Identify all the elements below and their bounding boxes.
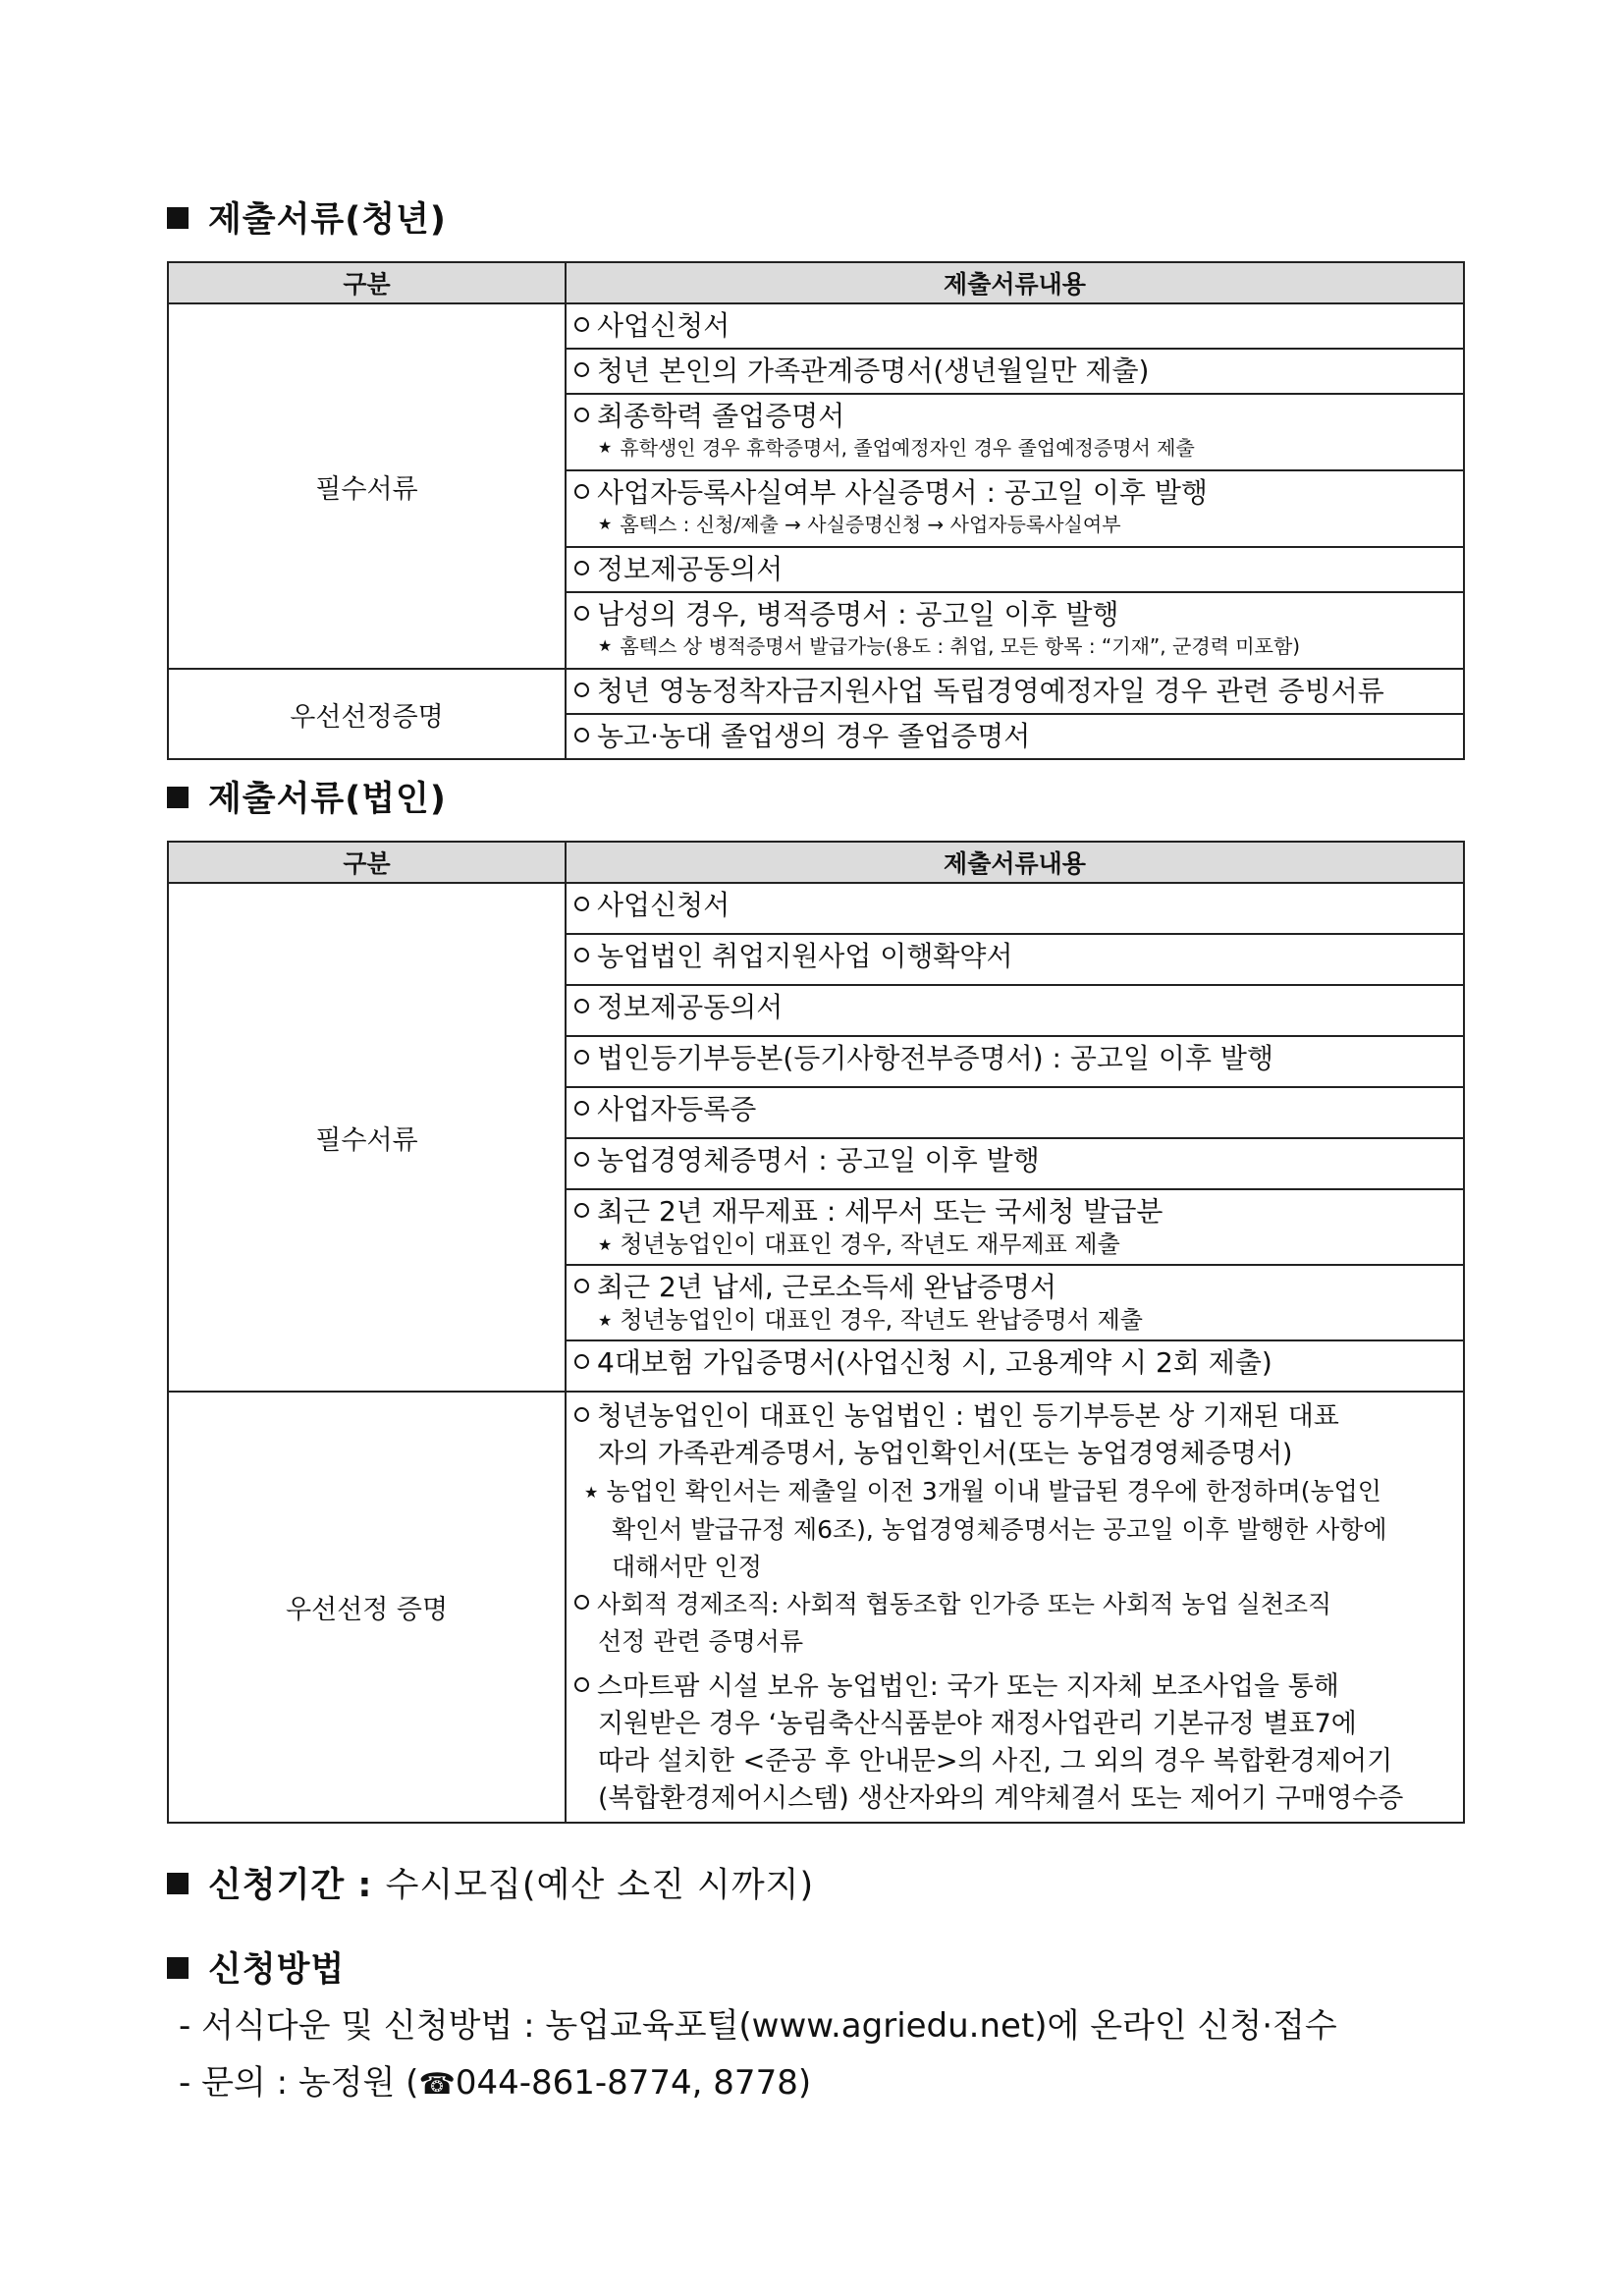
item-text: 사업자등록사실여부 사실증명서 : 공고일 이후 발행 (597, 476, 1208, 509)
list-item (566, 547, 1464, 592)
category-priority: 우선선정 증명 (168, 1392, 566, 1823)
square-bullet-icon (167, 1873, 189, 1894)
list-item (566, 394, 1464, 470)
item-text-continued: 지원받은 경우 ‘농림축산식품분야 재정사업관리 기본규정 별표7에 (598, 1709, 1357, 1739)
item-text: 최종학력 졸업증명서 (597, 400, 845, 432)
application-period (167, 1858, 814, 1907)
table-row (168, 669, 1464, 714)
youth-documents-table (167, 261, 1465, 760)
section-heading-corp (167, 772, 447, 821)
circle-bullet-icon (574, 683, 589, 697)
list-item (574, 1586, 1457, 1623)
circle-bullet-icon (574, 728, 589, 742)
circle-bullet-icon (574, 948, 589, 962)
list-item (566, 1265, 1464, 1340)
circle-bullet-icon (574, 1279, 589, 1293)
list-item (566, 1189, 1464, 1265)
item-note (574, 1230, 1457, 1260)
category-priority: 우선선정증명 (168, 669, 566, 759)
item-text: 최근 2년 납세, 근로소득세 완납증명서 (597, 1271, 1057, 1303)
list-item (566, 303, 1464, 349)
list-item (566, 349, 1464, 394)
item-text: 최근 2년 재무제표 : 세무서 또는 국세청 발급분 (597, 1195, 1163, 1228)
item-note (574, 434, 1457, 462)
list-item (566, 714, 1464, 759)
item-text: 청년 영농정착자금지원사업 독립경영예정자일 경우 관련 증빙서류 (597, 675, 1384, 707)
list-item (566, 1036, 1464, 1087)
item-text: 4대보험 가입증명서(사업신청 시, 고용계약 시 2회 제출) (597, 1346, 1272, 1379)
circle-bullet-icon (574, 1595, 589, 1610)
circle-bullet-icon (574, 1354, 589, 1369)
list-item (566, 470, 1464, 547)
note-text-continued: 확인서 발급규정 제6조), 농업경영체증명서는 공고일 이후 발행한 사항에 (612, 1515, 1387, 1544)
priority-list (566, 1392, 1464, 1823)
method-line-contact (179, 2055, 811, 2104)
asterisk-icon: ★ (598, 1235, 613, 1254)
square-bullet-icon (167, 1957, 189, 1979)
list-item (566, 592, 1464, 669)
contact-phone: 044-861-8774, 8778) (455, 2063, 812, 2103)
list-item (566, 1087, 1464, 1138)
item-text: 사업신청서 (597, 889, 730, 921)
contact-prefix: - 문의 : 농정원 ( (179, 2063, 419, 2103)
category-required: 필수서류 (168, 303, 566, 669)
square-bullet-icon (167, 207, 189, 229)
table-row (168, 883, 1464, 934)
note-text-continued: 대해서만 인정 (612, 1553, 762, 1581)
header-contents: 제출서류내용 (566, 842, 1464, 883)
square-bullet-icon (167, 787, 189, 808)
circle-bullet-icon (574, 1101, 589, 1116)
section-title: 제출서류(청년) (208, 200, 447, 240)
circle-bullet-icon (574, 408, 589, 422)
item-text: 사업자등록증 (597, 1093, 757, 1125)
asterisk-icon: ★ (598, 438, 613, 457)
list-item (566, 1340, 1464, 1392)
item-note (574, 1305, 1457, 1336)
list-item (566, 883, 1464, 934)
item-text-continued: 따라 설치한 <준공 후 안내문>의 사진, 그 외의 경우 복합환경제어기 (598, 1746, 1393, 1777)
item-text: 청년농업인이 대표인 농업법인 : 법인 등기부등본 상 기재된 대표 (597, 1401, 1339, 1432)
circle-bullet-icon (574, 362, 589, 377)
list-item (574, 1398, 1457, 1436)
list-item (566, 669, 1464, 714)
item-text: 사업신청서 (597, 309, 730, 342)
table-row (168, 1392, 1464, 1823)
item-text-continued: 자의 가족관계증명서, 농업인확인서(또는 농업경영체증명서) (598, 1439, 1293, 1469)
item-text: 청년 본인의 가족관계증명서(생년월일만 제출) (597, 355, 1150, 387)
item-text: 정보제공동의서 (597, 553, 784, 585)
method-line-portal: - 서식다운 및 신청방법 : 농업교육포털(www.agriedu.net)에 온라인 신청·접수 (179, 2006, 1337, 2046)
note-text: 휴학생인 경우 휴학증명서, 졸업예정자인 경우 졸업예정증명서 제출 (620, 436, 1195, 460)
table-header-row (168, 842, 1464, 883)
header-category: 구분 (168, 842, 566, 883)
item-text: 농고·농대 졸업생의 경우 졸업증명서 (597, 720, 1031, 752)
period-label: 신청기간 : (208, 1866, 373, 1905)
circle-bullet-icon (574, 1677, 589, 1692)
circle-bullet-icon (574, 999, 589, 1013)
note-text: 농업인 확인서는 제출일 이전 3개월 이내 발급된 경우에 한정하며(농업인 (606, 1477, 1381, 1505)
circle-bullet-icon (574, 1407, 589, 1422)
corp-documents-table (167, 841, 1465, 1824)
note-text: 청년농업인이 대표인 경우, 작년도 완납증명서 제출 (620, 1306, 1143, 1334)
note-text: 홈텍스 : 신청/제출 → 사실증명신청 → 사업자등록사실여부 (620, 513, 1121, 536)
note-text: 홈텍스 상 병적증명서 발급가능(용도 : 취업, 모든 항목 : “기재”, 군경력 미포함) (620, 634, 1301, 658)
table-row (168, 303, 1464, 349)
circle-bullet-icon (574, 484, 589, 499)
item-text: 농업경영체증명서 : 공고일 이후 발행 (597, 1144, 1040, 1176)
asterisk-icon: ★ (584, 1483, 599, 1502)
list-item (574, 1668, 1457, 1706)
circle-bullet-icon (574, 561, 589, 575)
list-item (566, 985, 1464, 1036)
asterisk-icon: ★ (598, 1311, 613, 1330)
method-title: 신청방법 (208, 1950, 346, 1990)
item-text: 스마트팜 시설 보유 농업법인: 국가 또는 지자체 보조사업을 통해 (597, 1671, 1339, 1702)
phone-icon: ☎ (418, 2067, 456, 2102)
circle-bullet-icon (574, 897, 589, 911)
circle-bullet-icon (574, 1152, 589, 1167)
item-text-continued: 선정 관련 증명서류 (598, 1627, 804, 1656)
item-text: 정보제공동의서 (597, 991, 784, 1023)
list-item (566, 1138, 1464, 1189)
section-heading-youth (167, 192, 447, 242)
item-text: 법인등기부등본(등기사항전부증명서) : 공고일 이후 발행 (597, 1042, 1273, 1074)
note-text: 청년농업인이 대표인 경우, 작년도 재무제표 제출 (620, 1230, 1120, 1258)
category-required: 필수서류 (168, 883, 566, 1392)
application-method-heading (167, 1942, 345, 1992)
section-title: 제출서류(법인) (208, 780, 447, 819)
circle-bullet-icon (574, 1203, 589, 1218)
header-contents: 제출서류내용 (566, 262, 1464, 303)
header-category: 구분 (168, 262, 566, 303)
period-value: 수시모집(예산 소진 시까지) (385, 1866, 815, 1905)
asterisk-icon: ★ (598, 515, 613, 533)
item-text: 남성의 경우, 병적증명서 : 공고일 이후 발행 (597, 598, 1119, 630)
item-note (574, 1473, 1457, 1511)
item-text: 사회적 경제조직: 사회적 협동조합 인가증 또는 사회적 농업 실천조직 (597, 1590, 1332, 1618)
circle-bullet-icon (574, 606, 589, 621)
asterisk-icon: ★ (598, 636, 613, 655)
item-note (574, 511, 1457, 538)
table-header-row (168, 262, 1464, 303)
item-text: 농업법인 취업지원사업 이행확약서 (597, 940, 1013, 972)
circle-bullet-icon (574, 1050, 589, 1065)
item-text-continued: (복합환경제어시스템) 생산자와의 계약체결서 또는 제어기 구매영수증 (598, 1783, 1404, 1814)
list-item (566, 934, 1464, 985)
circle-bullet-icon (574, 317, 589, 332)
item-note (574, 632, 1457, 660)
